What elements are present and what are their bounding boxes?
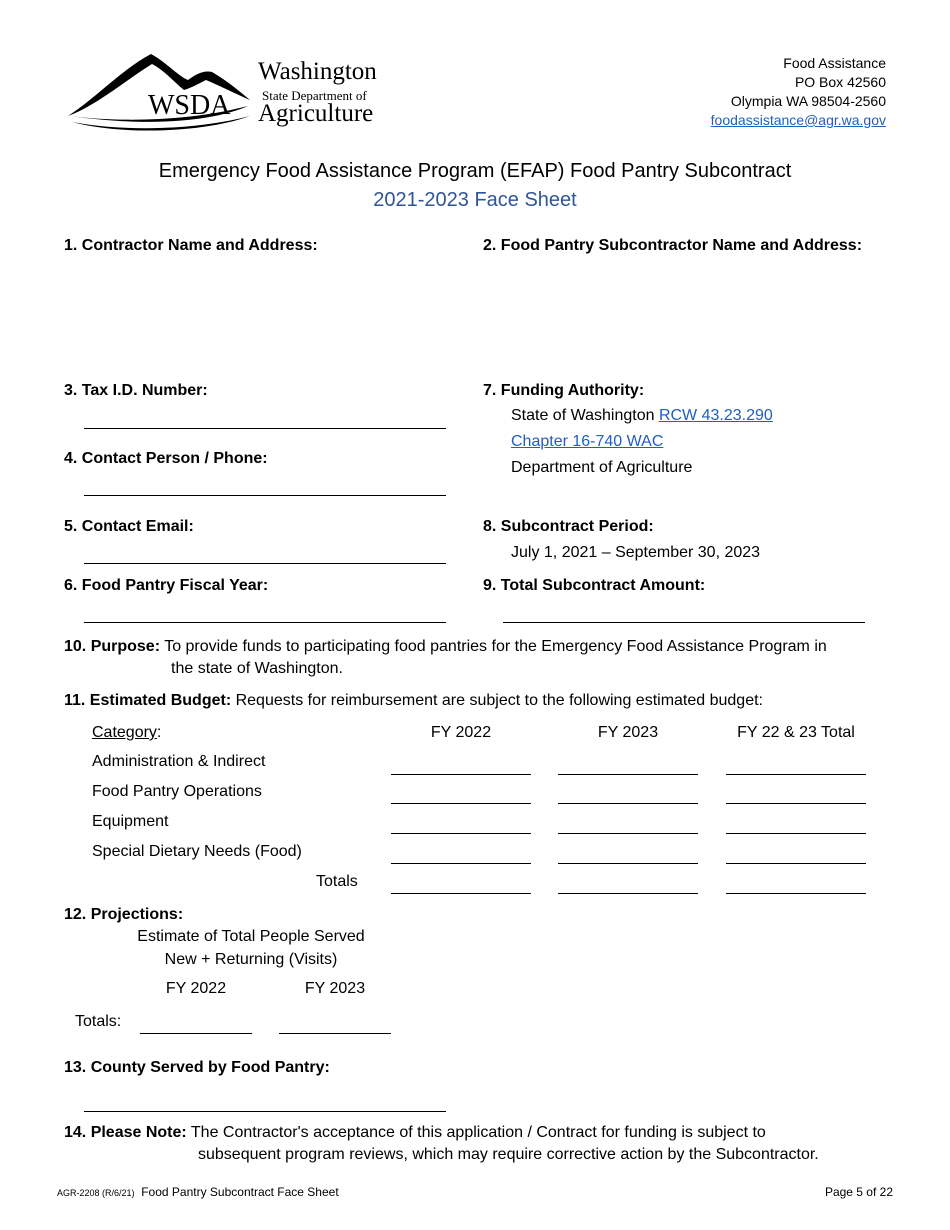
page-title: Emergency Food Assistance Program (EFAP) Food Pantry Subcontract [158,160,792,182]
footer-form-title: Food Pantry Subcontract Face Sheet [141,1185,339,1199]
budget-row-equipment: Equipment [92,813,169,830]
budget-equip-fy2023[interactable] [558,833,698,834]
note-text-2: subsequent program reviews, which may require corrective action by the Subcontractor. [198,1146,819,1163]
budget-totals-fy2022[interactable] [391,893,531,894]
budget-totals-fy2023[interactable] [558,893,698,894]
projections-fy2023-line[interactable] [279,1033,391,1034]
budget-row-operations: Food Pantry Operations [92,783,262,800]
wsda-logo [66,50,381,132]
category-label: Category [92,724,157,741]
field-1-label: 1. Contractor Name and Address: [64,237,318,254]
budget-diet-fy2023[interactable] [558,863,698,864]
logo-line-state-dept: State Department of [262,88,367,103]
logo-abbrev: WSDA [148,90,231,121]
note-line-1 [64,1124,894,1142]
budget-text: Requests for reimbursement are subject to the following estimated budget: [231,692,763,709]
budget-ops-fy2023[interactable] [558,803,698,804]
budget-col-fy2023: FY 2023 [597,724,659,741]
subcontract-period-value: July 1, 2021 – September 30, 2023 [511,544,761,561]
budget-diet-fy2022[interactable] [391,863,531,864]
field-3-label: 3. Tax I.D. Number: [64,382,208,399]
budget-ops-total[interactable] [726,803,866,804]
projections-fy2022-line[interactable] [140,1033,252,1034]
funding-state-text: State of Washington [511,407,659,424]
address-line-2: PO Box 42560 [794,74,886,90]
budget-intro [64,692,894,710]
projections-line-2: New + Returning (Visits) [164,951,338,968]
total-amount-line[interactable] [503,622,865,623]
projections-line-1: Estimate of Total People Served [137,928,365,945]
projections-col-fy2022: FY 2022 [165,980,227,997]
projections-label: 12. Projections: [64,906,184,923]
budget-admin-fy2023[interactable] [558,774,698,775]
budget-admin-fy2022[interactable] [391,774,531,775]
budget-ops-fy2022[interactable] [391,803,531,804]
county-line[interactable] [84,1111,446,1112]
email-link[interactable]: foodassistance@agr.wa.gov [710,112,886,128]
funding-dept: Department of Agriculture [511,459,693,476]
budget-col-fy2022: FY 2022 [430,724,492,741]
mountain-logo-icon [66,50,256,132]
contact-email-line[interactable] [84,563,446,564]
projections-col-fy2023: FY 2023 [304,980,366,997]
budget-row-admin: Administration & Indirect [92,753,266,770]
funding-authority-rcw [511,407,773,425]
budget-equip-total[interactable] [726,833,866,834]
purpose-line-1 [64,638,894,656]
footer-left [57,1185,339,1199]
field-4-label: 4. Contact Person / Phone: [64,450,268,467]
footer-form-id: AGR-2208 (R/6/21) [57,1188,135,1198]
rcw-link[interactable]: RCW 43.23.290 [658,407,773,424]
budget-admin-total[interactable] [726,774,866,775]
field-2-label: 2. Food Pantry Subcontractor Name and Address: [483,237,863,254]
budget-totals-label: Totals [316,873,358,890]
projections-totals-label: Totals: [75,1013,122,1030]
budget-totals-total[interactable] [726,893,866,894]
purpose-label: 10. Purpose: [64,638,161,655]
category-colon: : [156,724,162,741]
field-8-label: 8. Subcontract Period: [483,518,654,535]
field-5-label: 5. Contact Email: [64,518,194,535]
budget-col-total: FY 22 & 23 Total [737,724,855,741]
page-subtitle: 2021-2023 Face Sheet [373,189,577,211]
note-text-1: The Contractor's acceptance of this application / Contract for funding is subject to [186,1124,766,1141]
note-label: 14. Please Note: [64,1124,187,1141]
fiscal-year-line[interactable] [84,622,446,623]
purpose-text-1: To provide funds to participating food pantries for the Emergency Food Assistance Program in [160,638,827,655]
footer-page-number: Page 5 of 22 [824,1185,893,1199]
budget-equip-fy2022[interactable] [391,833,531,834]
budget-diet-total[interactable] [726,863,866,864]
category-header [92,724,161,742]
field-9-label: 9. Total Subcontract Amount: [483,577,706,594]
address-block [711,54,886,130]
tax-id-line[interactable] [84,428,446,429]
field-6-label: 6. Food Pantry Fiscal Year: [64,577,269,594]
county-label: 13. County Served by Food Pantry: [64,1059,330,1076]
address-line-3: Olympia WA 98504-2560 [730,93,886,109]
contact-person-line[interactable] [84,495,446,496]
address-line-1: Food Assistance [783,55,886,71]
budget-row-dietary: Special Dietary Needs (Food) [92,843,302,860]
wac-link[interactable]: Chapter 16-740 WAC [511,433,664,450]
field-7-label: 7. Funding Authority: [483,382,645,399]
purpose-text-2: the state of Washington. [171,660,343,677]
logo-line-washington: Washington [258,58,377,85]
logo-line-agriculture: Agriculture [258,100,374,127]
budget-label: 11. Estimated Budget: [64,692,232,709]
